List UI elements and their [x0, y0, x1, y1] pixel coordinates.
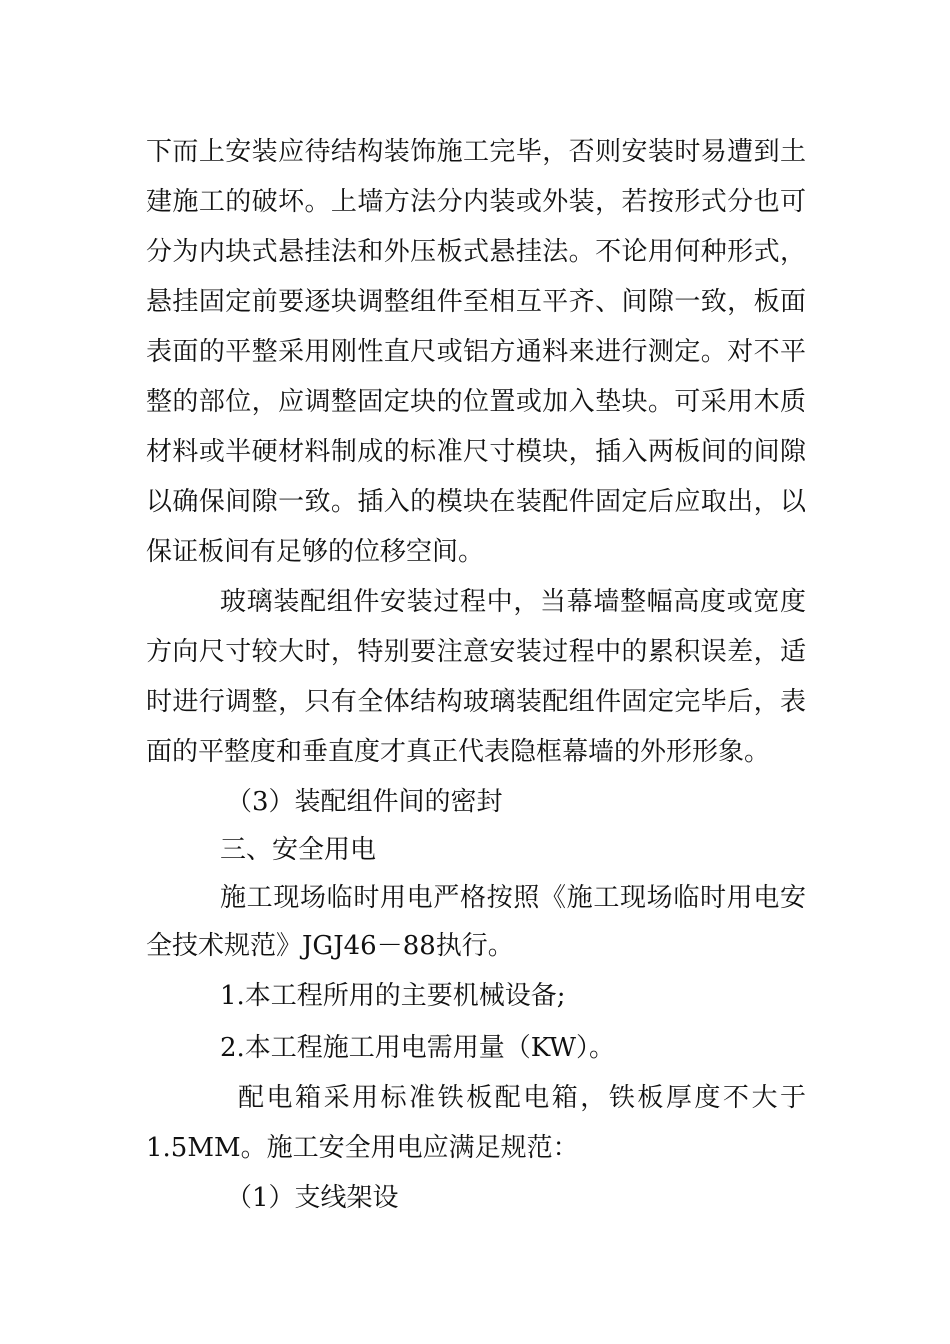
section-heading-safety: 三、安全用电: [220, 835, 377, 865]
body-text-line: 以确保间隙一致。插入的模块在装配件固定后应取出，以: [146, 487, 806, 517]
body-text-line: 整的部位，应调整固定块的位置或加入垫块。可采用木质: [146, 387, 806, 417]
body-text-line: 方向尺寸较大时，特别要注意安装过程中的累积误差，适: [146, 637, 806, 667]
list-item: 2.本工程施工用电需用量（KW）。: [220, 1033, 616, 1063]
body-text-line: 保证板间有足够的位移空间。: [146, 537, 485, 567]
body-text-line: 建施工的破坏。上墙方法分内装或外装，若按形式分也可: [146, 187, 806, 217]
body-text-line: 1.5MM。施工安全用电应满足规范：: [146, 1133, 579, 1163]
body-text-line: 时进行调整，只有全体结构玻璃装配组件固定完毕后，表: [146, 687, 806, 717]
body-text-line: 全技术规范》JGJ46－88执行。: [146, 931, 514, 961]
body-text-line: 材料或半硬材料制成的标准尺寸模块，插入两板间的间隙: [146, 437, 806, 467]
body-text-line: 面的平整度和垂直度才真正代表隐框幕墙的外形形象。: [146, 737, 771, 767]
body-text-line: 下而上安装应待结构装饰施工完毕，否则安装时易遭到土: [146, 137, 806, 167]
body-text-line: 施工现场临时用电严格按照《施工现场临时用电安: [220, 883, 806, 913]
section-heading-seal: （3）装配组件间的密封: [226, 787, 503, 817]
body-text-line: 配电箱采用标准铁板配电箱，铁板厚度不大于: [238, 1083, 806, 1113]
body-text-line: 分为内块式悬挂法和外压板式悬挂法。不论用何种形式，: [146, 237, 806, 267]
section-heading-branch: （1）支线架设: [226, 1183, 399, 1213]
body-text-line: 玻璃装配组件安装过程中，当幕墙整幅高度或宽度: [220, 587, 806, 617]
body-text-line: 悬挂固定前要逐块调整组件至相互平齐、间隙一致，板面: [146, 287, 806, 317]
list-item: 1.本工程所用的主要机械设备;: [220, 981, 566, 1011]
body-text-line: 表面的平整采用刚性直尺或铝方通料来进行测定。对不平: [146, 337, 806, 367]
